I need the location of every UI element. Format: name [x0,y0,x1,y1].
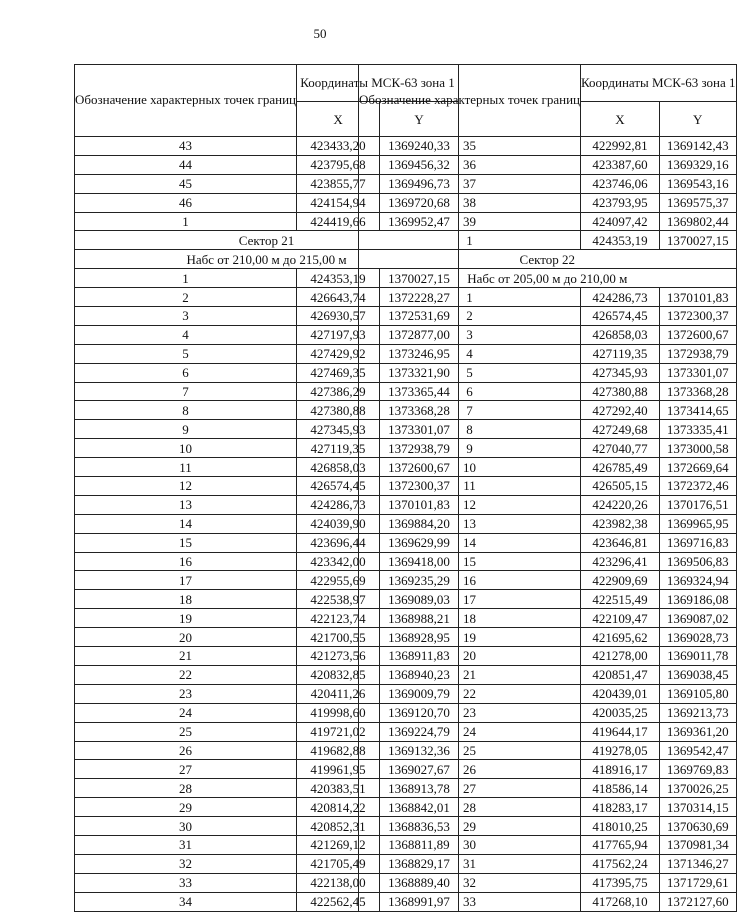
y-coordinate-cell: 1372600,67 [380,458,459,477]
y-coordinate-cell: 1372531,69 [380,307,459,326]
table-row [359,477,737,496]
x-coordinate-cell: 422955,69 [297,571,380,590]
y-coordinate-cell: 1369965,95 [659,514,736,533]
x-coordinate-cell: 417765,94 [581,835,660,854]
table-row [359,137,737,156]
y-coordinate-cell: 1370027,15 [659,231,736,250]
x-coordinate-cell: 427345,93 [581,363,660,382]
x-coordinate-cell: 427386,29 [297,382,380,401]
point-number-cell: 16 [359,571,581,590]
y-coordinate-cell: 1369213,73 [659,703,736,722]
y-coordinate-cell: 1373335,41 [659,420,736,439]
point-number-cell: 1 [359,231,581,250]
y-coordinate-cell: 1369629,99 [380,533,459,552]
point-number-cell: 39 [359,212,581,231]
point-number-cell: 10 [75,439,297,458]
x-coordinate-cell: 426785,49 [581,458,660,477]
y-coordinate-cell: 1373414,65 [659,401,736,420]
table-row [359,703,737,722]
point-number-cell: 17 [359,590,581,609]
point-number-cell: 38 [359,193,581,212]
x-coordinate-cell: 420383,51 [297,779,380,798]
y-coordinate-cell: 1370101,83 [659,288,736,307]
point-number-cell: 9 [359,439,581,458]
section-row [359,250,737,269]
point-number-cell: 26 [359,760,581,779]
point-number-cell: 23 [359,703,581,722]
y-coordinate-cell: 1370026,25 [659,779,736,798]
point-number-cell: 14 [359,533,581,552]
table-row [359,325,737,344]
table-row [359,344,737,363]
y-coordinate-cell: 1369142,43 [659,137,736,156]
x-coordinate-cell: 418586,14 [581,779,660,798]
y-coordinate-cell: 1370314,15 [659,798,736,817]
x-coordinate-cell: 423982,38 [581,514,660,533]
section-label: Сектор 21 [75,231,459,250]
x-coordinate-cell: 422123,74 [297,609,380,628]
point-number-cell: 30 [359,835,581,854]
y-coordinate-cell: 1369132,36 [380,741,459,760]
x-coordinate-cell: 417562,24 [581,854,660,873]
point-number-cell: 16 [75,552,297,571]
y-coordinate-cell: 1369575,37 [659,193,736,212]
table-row [359,798,737,817]
point-number-cell: 3 [359,325,581,344]
x-coordinate-cell: 427119,35 [297,439,380,458]
x-coordinate-cell: 424220,26 [581,495,660,514]
y-coordinate-cell: 1373368,28 [659,382,736,401]
point-number-cell: 7 [359,401,581,420]
section-row [359,269,737,288]
y-coordinate-cell: 1372127,60 [659,892,736,911]
x-coordinate-cell: 423855,77 [297,174,380,193]
x-coordinate-cell: 427345,93 [297,420,380,439]
point-number-cell: 43 [75,137,297,156]
x-coordinate-cell: 420035,25 [581,703,660,722]
y-coordinate-cell: 1369542,47 [659,741,736,760]
y-coordinate-cell: 1369240,33 [380,137,459,156]
x-coordinate-cell: 422909,69 [581,571,660,590]
x-coordinate-cell: 422109,47 [581,609,660,628]
point-number-cell: 12 [359,495,581,514]
header-points-label: Обозначение характерных точек границ [75,65,297,137]
x-coordinate-cell: 419644,17 [581,722,660,741]
y-coordinate-cell: 1373368,28 [380,401,459,420]
x-coordinate-cell: 427429,92 [297,344,380,363]
y-coordinate-cell: 1368940,23 [380,665,459,684]
point-number-cell: 28 [75,779,297,798]
y-coordinate-cell: 1373246,95 [380,344,459,363]
x-coordinate-cell: 421695,62 [581,628,660,647]
point-number-cell: 21 [359,665,581,684]
point-number-cell: 7 [75,382,297,401]
x-coordinate-cell: 419682,88 [297,741,380,760]
x-coordinate-cell: 423387,60 [581,155,660,174]
y-coordinate-cell: 1369456,32 [380,155,459,174]
y-coordinate-cell: 1369120,70 [380,703,459,722]
point-number-cell: 34 [75,892,297,911]
table-row [359,514,737,533]
table-row [359,892,737,911]
y-coordinate-cell: 1369011,78 [659,647,736,666]
point-number-cell: 18 [75,590,297,609]
table-row [359,609,737,628]
point-number-cell: 26 [75,741,297,760]
table-row [359,212,737,231]
table-row [359,193,737,212]
y-coordinate-cell: 1368928,95 [380,628,459,647]
y-coordinate-cell: 1372669,64 [659,458,736,477]
x-coordinate-cell: 423696,44 [297,533,380,552]
y-coordinate-cell: 1371346,27 [659,854,736,873]
y-coordinate-cell: 1368988,21 [380,609,459,628]
x-coordinate-cell: 420852,31 [297,817,380,836]
section-label: Сектор 22 [359,250,737,269]
point-number-cell: 25 [359,741,581,760]
x-coordinate-cell: 426574,45 [581,307,660,326]
x-coordinate-cell: 424039,90 [297,514,380,533]
x-coordinate-cell: 426858,03 [297,458,380,477]
point-number-cell: 4 [75,325,297,344]
y-coordinate-cell: 1369506,83 [659,552,736,571]
x-coordinate-cell: 427197,93 [297,325,380,344]
x-coordinate-cell: 422562,45 [297,892,380,911]
table-row [359,835,737,854]
section-label: Набс от 205,00 м до 210,00 м [359,269,737,288]
y-coordinate-cell: 1369361,20 [659,722,736,741]
x-coordinate-cell: 423795,68 [297,155,380,174]
y-coordinate-cell: 1370027,15 [380,269,459,288]
y-coordinate-cell: 1372938,79 [659,344,736,363]
y-coordinate-cell: 1370981,34 [659,835,736,854]
x-coordinate-cell: 420832,85 [297,665,380,684]
x-coordinate-cell: 423296,41 [581,552,660,571]
y-coordinate-cell: 1369802,44 [659,212,736,231]
y-coordinate-cell: 1369952,47 [380,212,459,231]
point-number-cell: 15 [75,533,297,552]
point-number-cell: 11 [75,458,297,477]
x-coordinate-cell: 424286,73 [297,495,380,514]
x-coordinate-cell: 418010,25 [581,817,660,836]
point-number-cell: 22 [75,665,297,684]
point-number-cell: 14 [75,514,297,533]
y-coordinate-cell: 1368911,83 [380,647,459,666]
y-coordinate-cell: 1370176,51 [659,495,736,514]
table-row [359,628,737,647]
y-coordinate-cell: 1368991,97 [380,892,459,911]
point-number-cell: 35 [359,137,581,156]
point-number-cell: 6 [359,382,581,401]
table-row [359,854,737,873]
y-coordinate-cell: 1369089,03 [380,590,459,609]
table-row [359,665,737,684]
x-coordinate-cell: 426858,03 [581,325,660,344]
point-number-cell: 29 [75,798,297,817]
y-coordinate-cell: 1369186,08 [659,590,736,609]
y-coordinate-cell: 1368913,78 [380,779,459,798]
point-number-cell: 1 [75,212,297,231]
y-coordinate-cell: 1368829,17 [380,854,459,873]
y-coordinate-cell: 1369235,29 [380,571,459,590]
y-coordinate-cell: 1373301,07 [659,363,736,382]
x-coordinate-cell: 420439,01 [581,684,660,703]
point-number-cell: 23 [75,684,297,703]
point-number-cell: 46 [75,193,297,212]
y-coordinate-cell: 1373365,44 [380,382,459,401]
y-coordinate-cell: 1372228,27 [380,288,459,307]
y-coordinate-cell: 1369769,83 [659,760,736,779]
y-coordinate-cell: 1369496,73 [380,174,459,193]
table-row [359,722,737,741]
table-row [359,552,737,571]
x-coordinate-cell: 422138,00 [297,873,380,892]
x-coordinate-cell: 417268,10 [581,892,660,911]
table-row [359,571,737,590]
point-number-cell: 30 [75,817,297,836]
y-coordinate-cell: 1369324,94 [659,571,736,590]
point-number-cell: 45 [75,174,297,193]
y-coordinate-cell: 1373301,07 [380,420,459,439]
table-row [359,458,737,477]
x-coordinate-cell: 423793,95 [581,193,660,212]
point-number-cell: 31 [75,835,297,854]
point-number-cell: 31 [359,854,581,873]
table-row [359,590,737,609]
y-coordinate-cell: 1372938,79 [380,439,459,458]
y-coordinate-cell: 1369543,16 [659,174,736,193]
point-number-cell: 10 [359,458,581,477]
header-y: Y [380,102,459,137]
x-coordinate-cell: 419278,05 [581,741,660,760]
point-number-cell: 2 [75,288,297,307]
point-number-cell: 33 [359,892,581,911]
x-coordinate-cell: 421705,49 [297,854,380,873]
point-number-cell: 3 [75,307,297,326]
x-coordinate-cell: 417395,75 [581,873,660,892]
x-coordinate-cell: 427249,68 [581,420,660,439]
y-coordinate-cell: 1369038,45 [659,665,736,684]
point-number-cell: 27 [75,760,297,779]
table-row [359,873,737,892]
x-coordinate-cell: 420851,47 [581,665,660,684]
x-coordinate-cell: 421700,55 [297,628,380,647]
point-number-cell: 18 [359,609,581,628]
y-coordinate-cell: 1370630,69 [659,817,736,836]
x-coordinate-cell: 427292,40 [581,401,660,420]
x-coordinate-cell: 424154,94 [297,193,380,212]
x-coordinate-cell: 427380,88 [581,382,660,401]
point-number-cell: 9 [75,420,297,439]
point-number-cell: 27 [359,779,581,798]
x-coordinate-cell: 421273,56 [297,647,380,666]
x-coordinate-cell: 419721,02 [297,722,380,741]
point-number-cell: 24 [359,722,581,741]
point-number-cell: 5 [359,363,581,382]
x-coordinate-cell: 427119,35 [581,344,660,363]
y-coordinate-cell: 1369418,00 [380,552,459,571]
x-coordinate-cell: 427469,35 [297,363,380,382]
y-coordinate-cell: 1369716,83 [659,533,736,552]
point-number-cell: 13 [359,514,581,533]
x-coordinate-cell: 427040,77 [581,439,660,458]
point-number-cell: 8 [75,401,297,420]
header-points-label: Обозначение характерных точек границ [359,65,581,137]
table-row [359,307,737,326]
table-row [359,741,737,760]
point-number-cell: 25 [75,722,297,741]
x-coordinate-cell: 422515,49 [581,590,660,609]
table-row [359,382,737,401]
point-number-cell: 20 [359,647,581,666]
point-number-cell: 1 [75,269,297,288]
point-number-cell: 15 [359,552,581,571]
y-coordinate-cell: 1372300,37 [380,477,459,496]
x-coordinate-cell: 423646,81 [581,533,660,552]
y-coordinate-cell: 1369224,79 [380,722,459,741]
header-coordinates-title: Координаты МСК-63 зона 1 [581,65,737,102]
y-coordinate-cell: 1369884,20 [380,514,459,533]
section-label: Набс от 210,00 м до 215,00 м [75,250,459,269]
point-number-cell: 29 [359,817,581,836]
point-number-cell: 24 [75,703,297,722]
x-coordinate-cell: 426574,45 [297,477,380,496]
point-number-cell: 13 [75,495,297,514]
y-coordinate-cell: 1371729,61 [659,873,736,892]
table-row [359,760,737,779]
table-row [359,495,737,514]
x-coordinate-cell: 421278,00 [581,647,660,666]
y-coordinate-cell: 1369028,73 [659,628,736,647]
point-number-cell: 32 [75,854,297,873]
table-row [359,779,737,798]
x-coordinate-cell: 420814,22 [297,798,380,817]
table-row [359,684,737,703]
y-coordinate-cell: 1372877,00 [380,325,459,344]
point-number-cell: 33 [75,873,297,892]
header-y: Y [659,102,736,137]
x-coordinate-cell: 424353,19 [581,231,660,250]
table-row [359,533,737,552]
y-coordinate-cell: 1368842,01 [380,798,459,817]
x-coordinate-cell: 423433,20 [297,137,380,156]
y-coordinate-cell: 1369087,02 [659,609,736,628]
y-coordinate-cell: 1372300,37 [659,307,736,326]
header-x: X [581,102,660,137]
header-coordinates-title: Координаты МСК-63 зона 1 [297,65,459,102]
point-number-cell: 8 [359,420,581,439]
table-row [359,647,737,666]
y-coordinate-cell: 1373000,58 [659,439,736,458]
table-row [359,174,737,193]
x-coordinate-cell: 426930,57 [297,307,380,326]
x-coordinate-cell: 418283,17 [581,798,660,817]
x-coordinate-cell: 419961,95 [297,760,380,779]
x-coordinate-cell: 422992,81 [581,137,660,156]
coordinates-table-right [358,64,737,912]
x-coordinate-cell: 424353,19 [297,269,380,288]
y-coordinate-cell: 1369105,80 [659,684,736,703]
x-coordinate-cell: 418916,17 [581,760,660,779]
point-number-cell: 36 [359,155,581,174]
table-row [359,288,737,307]
y-coordinate-cell: 1369720,68 [380,193,459,212]
table-row [359,401,737,420]
y-coordinate-cell: 1373321,90 [380,363,459,382]
point-number-cell: 21 [75,647,297,666]
table-row [359,817,737,836]
point-number-cell: 12 [75,477,297,496]
y-coordinate-cell: 1372600,67 [659,325,736,344]
point-number-cell: 28 [359,798,581,817]
point-number-cell: 6 [75,363,297,382]
x-coordinate-cell: 426505,15 [581,477,660,496]
x-coordinate-cell: 420411,26 [297,684,380,703]
y-coordinate-cell: 1370101,83 [380,495,459,514]
point-number-cell: 5 [75,344,297,363]
point-number-cell: 19 [75,609,297,628]
x-coordinate-cell: 423342,00 [297,552,380,571]
point-number-cell: 19 [359,628,581,647]
point-number-cell: 20 [75,628,297,647]
x-coordinate-cell: 426643,74 [297,288,380,307]
y-coordinate-cell: 1368889,40 [380,873,459,892]
x-coordinate-cell: 427380,88 [297,401,380,420]
header-x: X [297,102,380,137]
page-number: 50 [313,26,327,41]
point-number-cell: 32 [359,873,581,892]
x-coordinate-cell: 419998,60 [297,703,380,722]
x-coordinate-cell: 424286,73 [581,288,660,307]
point-number-cell: 4 [359,344,581,363]
y-coordinate-cell: 1369027,67 [380,760,459,779]
point-number-cell: 37 [359,174,581,193]
point-number-cell: 1 [359,288,581,307]
x-coordinate-cell: 421269,12 [297,835,380,854]
table-row [359,439,737,458]
table-row [359,420,737,439]
y-coordinate-cell: 1368836,53 [380,817,459,836]
table-body-right [359,137,737,912]
table-row [359,155,737,174]
table-row [359,231,737,250]
point-number-cell: 22 [359,684,581,703]
x-coordinate-cell: 424419,66 [297,212,380,231]
point-number-cell: 2 [359,307,581,326]
y-coordinate-cell: 1369329,16 [659,155,736,174]
y-coordinate-cell: 1368811,89 [380,835,459,854]
point-number-cell: 44 [75,155,297,174]
table-row [359,363,737,382]
point-number-cell: 11 [359,477,581,496]
y-coordinate-cell: 1372372,46 [659,477,736,496]
x-coordinate-cell: 424097,42 [581,212,660,231]
x-coordinate-cell: 423746,06 [581,174,660,193]
point-number-cell: 17 [75,571,297,590]
y-coordinate-cell: 1369009,79 [380,684,459,703]
x-coordinate-cell: 422538,97 [297,590,380,609]
